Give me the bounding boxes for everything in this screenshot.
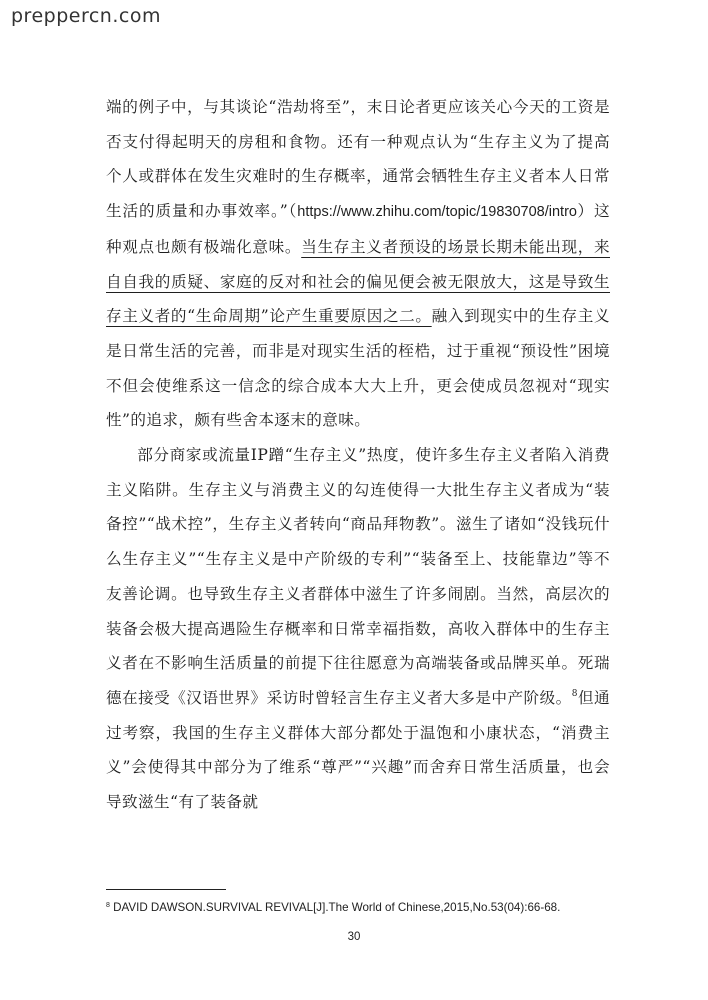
paragraph-2-text-end: 但通过考察，我国的生存主义群体大部分都处于温饱和小康状态，“消费主义”会使得其中部分为了维系“尊严”“兴趣”而舍弃日常生活质量，也会导致滋生“有了装备就 (106, 688, 610, 812)
paragraph-1-text: 端的例子中，与其谈论“浩劫将至”，末日论者更应该关心今天的工资是否支付得起明天的房租和食物。还有一种观点认为“生存主义为了提高个人或群体在发生灾难时的生存概率，通常会牺牲生存主义者本人日常生活的质量和办事效率。”（ (106, 98, 610, 221)
footnote (106, 901, 626, 914)
underlined-sentence: 当生存主义者预设的场景长期未能出现，来自自我的质疑、家庭的反对和社会的偏见便会被无限放大，这是导致生存主义者的“生命周期”论产生重要原因之二。 (106, 237, 610, 326)
footnote-divider (106, 889, 226, 890)
watermark-text: prepperc​n.com (11, 5, 161, 27)
page-number: 30 (347, 931, 361, 943)
body-text (106, 90, 610, 820)
reference-url: https://www.zhihu.com/topic/19830708/intro (297, 204, 577, 221)
paragraph-1-text-end: 融入到现实中的生存主义是日常生活的完善，而非是对现实生活的桎梏，过于重视“预设性”困境不但会使维系这一信念的综合成本大大上升，更会使成员忽视对“现实性”的追求，颇有些舍本逐末的意味。 (106, 307, 610, 430)
footnote-number: 8 (106, 902, 110, 909)
paragraph-2 (106, 438, 610, 820)
paragraph-1-text-cont: ）这种观点也颇有极端化意味。 (106, 202, 610, 256)
paragraph-1 (106, 90, 610, 438)
footnote-text: DAVID DAWSON.SURVIVAL REVIVAL[J].The World of Chinese,2015,No.53(04):66-68. (113, 901, 561, 914)
footnote-ref-marker: 8 (571, 688, 578, 699)
paragraph-2-text: 部分商家或流量IP蹭“生存主义”热度，使许多生存主义者陷入消费主义陷阱。生存主义与消费主义的勾连使得一大批生存主义者成为“装备控”“战术控”，生存主义者转向“商品拜物教”。滋生了诸如“没钱玩什么生存主义”“生存主义是中产阶级的专利”“装备至上、技能靠边”等不友善论调。也导致生存主义者群体中滋生了许多闹剧。当然，高层次的装备会极大提高遇险生存概率和日常幸福指数，高收入群体中的生存主义者在不影响生活质量的前提下往往愿意为高端装备或品牌买单。死瑞德在接受《汉语世界》采访时曾轻言生存主义者大多是中产阶级。 (106, 446, 610, 707)
